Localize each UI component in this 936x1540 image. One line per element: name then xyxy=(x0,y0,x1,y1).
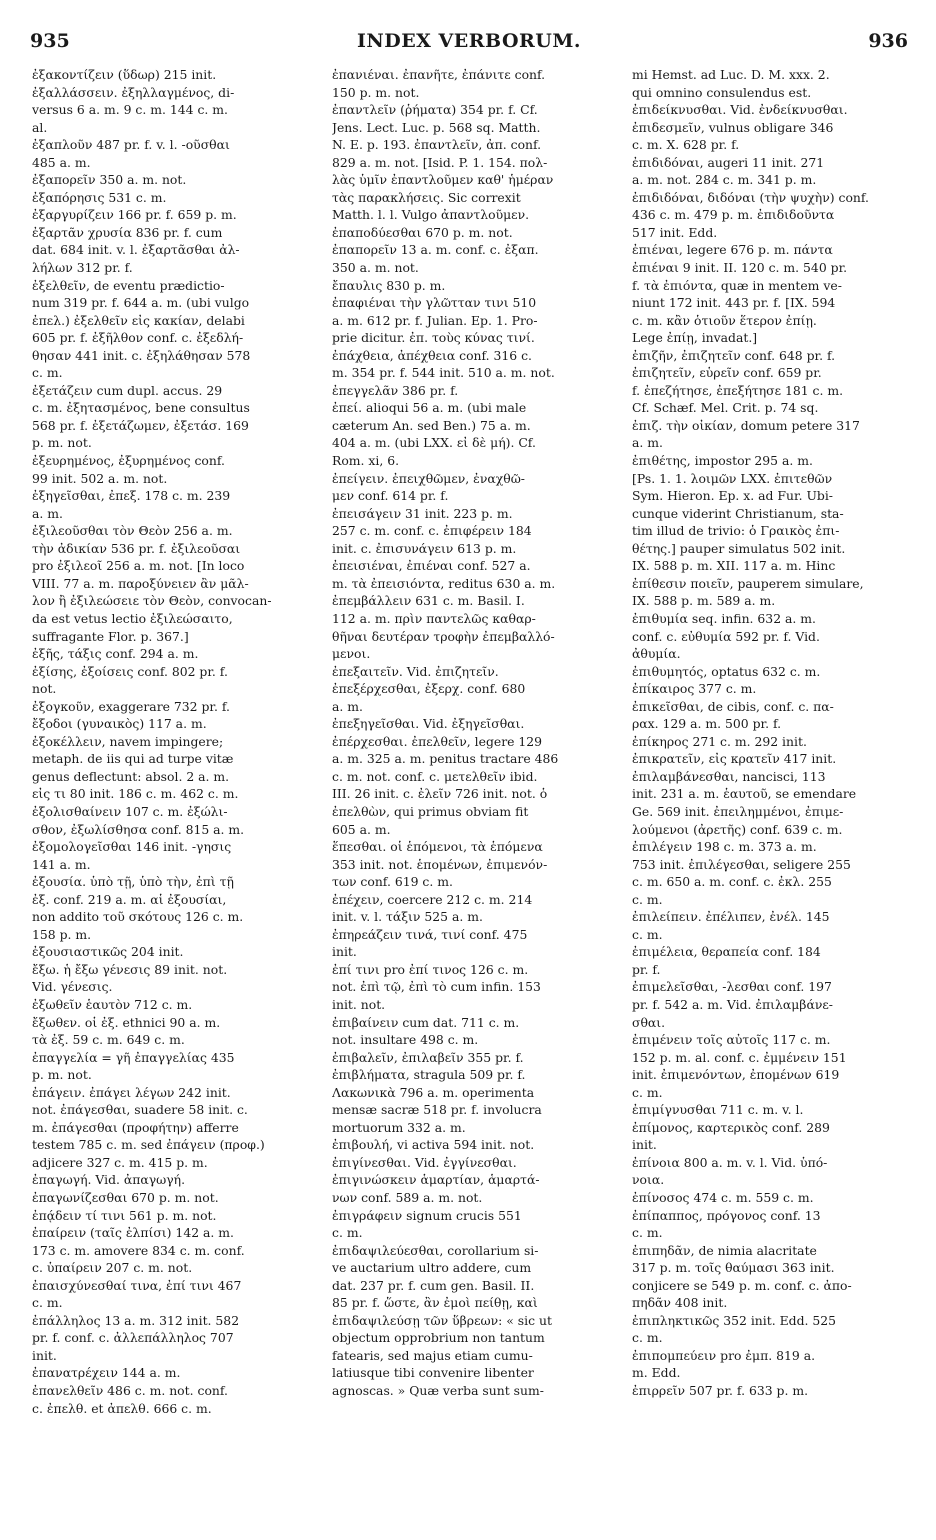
index-entry-line: VIII. 77 a. m. παροξύνειεν ἂν μᾶλ- xyxy=(32,575,249,591)
index-entry-line: pr. f. conf. c. ἀλλεπάλληλος 707 xyxy=(32,1330,234,1346)
index-entry-line: λήλων 312 pr. f. xyxy=(32,260,133,276)
index-entry-line: ἐπελθὼν, qui primus obviam fit xyxy=(332,803,529,819)
index-entry-line: ἐπιπηδᾶν, de nimia alacritate xyxy=(632,1242,817,1258)
index-entry-line: ἐπιρρεῖν 507 pr. f. 633 p. m. xyxy=(632,1383,809,1399)
index-entry-line: ἐξογκοῦν, exaggerare 732 pr. f. xyxy=(32,698,230,714)
index-entry-line: not. xyxy=(32,681,57,697)
index-entry-line: ἐπαποδύεσθαι 670 p. m. not. xyxy=(332,224,513,240)
index-entry-line: 150 p. m. not. xyxy=(332,84,420,100)
index-entry-line: ἐπιβλήματα, stragula 509 pr. f. xyxy=(332,1067,526,1083)
index-entry-line: Jens. Lect. Luc. p. 568 sq. Matth. xyxy=(332,119,541,135)
index-entry-line: 404 a. m. (ubi LXX. εἰ δὲ μή). Cf. xyxy=(332,435,536,451)
index-entry-line: 436 c. m. 479 p. m. ἐπιδιδοῦντα xyxy=(632,207,835,223)
index-entry-line: ἐξαπορεῖν 350 a. m. not. xyxy=(32,172,187,188)
index-entry-line: ἐπιμέλεια, θεραπεία conf. 184 xyxy=(632,944,821,960)
index-entry-line: ἐξακοντίζειν (ὕδωρ) 215 init. xyxy=(32,67,217,82)
index-entry-line: ἐπεί. alioqui 56 a. m. (ubi male xyxy=(332,400,527,416)
index-entry-line: c. m. xyxy=(332,1225,363,1241)
index-entry-line: p. m. not. xyxy=(32,1067,92,1083)
index-entry-line: ἐπανατρέχειν 144 a. m. xyxy=(32,1365,181,1381)
index-entry-line: ἐπαγωνίζεσθαι 670 p. m. not. xyxy=(32,1190,219,1205)
index-entry-line: ἐπίθεσιν ποιεῖν, pauperem simulare, xyxy=(632,575,864,591)
index-entry-line: ἐπαντλεῖν (ῥήματα) 354 pr. f. Cf. xyxy=(332,102,538,118)
index-entry-line: conf. c. εὐθυμία 592 pr. f. Vid. xyxy=(632,628,820,644)
index-entry-line: μεν conf. 614 pr. f. xyxy=(332,488,449,504)
index-entry-line: ἐπιδιδόναι, διδόναι (τὴν ψυχὴν) conf. xyxy=(632,189,869,205)
index-column-3 xyxy=(632,66,908,1516)
index-entry-line: f. τὰ ἐπιόντα, quæ in mentem ve- xyxy=(632,277,842,293)
index-entry-line: versus 6 a. m. 9 c. m. 144 c. m. xyxy=(32,102,228,118)
index-entry-line: c. ἐπελθ. et ἀπελθ. 666 c. m. xyxy=(32,1400,212,1416)
index-entry-line: ἐπίμονος, καρτερικὸς conf. 289 xyxy=(632,1119,830,1135)
index-entry-line: ἐξουσιαστικῶς 204 init. xyxy=(32,944,184,960)
index-entry-line: pr. f. xyxy=(632,961,661,977)
index-entry-line: Vid. γένεσις. xyxy=(32,979,113,995)
index-entry-line: των conf. 619 c. m. xyxy=(332,874,453,890)
index-entry-line: ἐξίσης, ἐξοίσεις conf. 802 pr. f. xyxy=(32,663,228,679)
index-entry-line: τὴν ἀδικίαν 536 pr. f. ἐξιλεοῦσαι xyxy=(32,540,241,556)
index-entry-line: ἐξευρημένος, ἐξυρημένος conf. xyxy=(32,453,225,469)
index-entry-line: cunque viderint Christianum, sta- xyxy=(632,505,844,521)
index-entry-line: c. m. ἐξητασμένος, bene consultus xyxy=(32,400,250,416)
index-entry-line: 112 a. m. πρὶν παντελῶς καθαρ- xyxy=(332,610,536,626)
index-column-2 xyxy=(332,66,608,1516)
index-entry-line: 829 a. m. not. [Isid. P. 1. 154. πολ- xyxy=(332,154,548,170)
index-entry-line: ἐπεξέρχεσθαι, ἐξερχ. conf. 680 xyxy=(332,681,526,697)
index-entry-line: ἐπᾴδειν τί τινι 561 p. m. not. xyxy=(32,1207,217,1223)
index-entry-line: 99 init. 502 a. m. not. xyxy=(32,470,168,486)
index-entry-line: 605 pr. f. ἐξῆλθον conf. c. ἐξεδλή- xyxy=(32,330,244,346)
index-entry-line: 173 c. m. amovere 834 c. m. conf. xyxy=(32,1242,245,1258)
index-entry-line: c. m. xyxy=(632,926,663,942)
index-entry-line: ἐπιλείπειν. ἐπέλιπεν, ἐνέλ. 145 xyxy=(632,909,830,925)
index-entry-line: ἐπιζ. τὴν οἰκίαν, domum petere 317 xyxy=(632,417,860,433)
index-entry-line: ἐπαγγελία = γῆ ἐπαγγελίας 435 xyxy=(32,1049,235,1065)
index-entry-line: ἐπιέναι, legere 676 p. m. πάντα xyxy=(632,242,833,258)
index-entry-line: c. m. xyxy=(632,1330,663,1346)
index-entry-line: dat. 237 pr. f. cum gen. Basil. II. xyxy=(332,1277,535,1293)
index-entry-line: ἐπιθυμητός, optatus 632 c. m. xyxy=(632,663,821,679)
index-entry-line: ἕπεσθαι. οἱ ἑπόμενοι, τὰ ἑπόμενα xyxy=(332,839,543,855)
index-entry-line: θησαν 441 init. c. ἐξηλάθησαν 578 xyxy=(32,347,251,363)
index-entry-line: m. 354 pr. f. 544 init. 510 a. m. not. xyxy=(332,365,555,381)
index-entry-line: ἐπέρχεσθαι. ἐπελθεῖν, legere 129 xyxy=(332,733,543,749)
index-entry-line: ἐπάγειν. ἐπάγει λέγων 242 init. xyxy=(32,1084,231,1100)
index-entry-line: init. c. ἐπισυνάγειν 613 p. m. xyxy=(332,540,517,556)
index-entry-line: ἐπάχθεια, ἀπέχθεια conf. 316 c. xyxy=(332,347,532,363)
index-entry-line: ἐξομολογεῖσθαι 146 init. -γησις xyxy=(32,839,232,855)
index-entry-line: θῆναι δευτέραν τροφὴν ἐπεμβαλλό- xyxy=(332,628,555,644)
index-entry-line: al. xyxy=(32,119,48,135)
index-entry-line: ἐπικρατεῖν, εἰς κρατεῖν 417 init. xyxy=(632,751,837,767)
index-entry-line: III. 26 init. c. ἐλεῖν 726 init. not. ὁ xyxy=(332,786,548,802)
index-entry-line: ἐξιλεοῦσθαι τὸν Θεὸν 256 a. m. xyxy=(32,523,233,539)
index-entry-line: 85 pr. f. ὥστε, ἂν ἐμοὶ πείθῃ, καὶ xyxy=(332,1295,538,1311)
index-entry-line: ἐξαπλοῦν 487 pr. f. v. l. -οῦσθαι xyxy=(32,137,230,153)
index-column-1 xyxy=(32,66,308,1516)
index-entry-line: objectum opprobrium non tantum xyxy=(332,1330,545,1346)
index-entry-line: init. ἐπιμενόντων, ἐπομένων 619 xyxy=(632,1067,840,1083)
index-entry-line: tim illud de trivio: ὁ Γραικὸς ἐπι- xyxy=(632,523,840,539)
index-entry-line: Sym. Hieron. Ep. x. ad Fur. Ubi- xyxy=(632,488,833,504)
index-entry-line: ἐπείγειν. ἐπειχθῶμεν, ἐναχθῶ- xyxy=(332,470,525,486)
index-entry-line: σθαι. xyxy=(632,1014,666,1030)
index-entry-line: ἐπιμίγνυσθαι 711 c. m. v. l. xyxy=(632,1102,804,1118)
index-entry-line: ἐπιζῆν, ἐπιζητεῖν conf. 648 pr. f. xyxy=(632,347,836,363)
index-entry-line: f. ἐπεζήτησε, ἐπεξήτησε 181 c. m. xyxy=(632,382,844,398)
index-entry-line: ἐπανιέναι. ἐπανῆτε, ἐπάνιτε conf. xyxy=(332,67,546,82)
index-entry-line: metaph. de iis qui ad turpe vitæ xyxy=(32,751,234,767)
index-entry-line: ἐπιβαίνειν cum dat. 711 c. m. xyxy=(332,1014,520,1030)
index-entry-line: Cf. Schæf. Mel. Crit. p. 74 sq. xyxy=(632,400,819,416)
index-entry-line: not. ἐπάγεσθαι, suadere 58 init. c. xyxy=(32,1102,248,1118)
running-title: INDEX VERBORUM. xyxy=(356,30,582,52)
index-entry-line: ἐπί τινι pro ἐπί τινος 126 c. m. xyxy=(332,961,529,977)
index-entry-line: νοια. xyxy=(632,1172,665,1188)
index-entry-line: ἔξοδοι (γυναικὸς) 117 a. m. xyxy=(32,716,207,732)
index-entry-line: πηδᾶν 408 init. xyxy=(632,1295,728,1311)
index-entry-line: ἐπιβουλή, vi activa 594 init. not. xyxy=(332,1137,535,1153)
index-entry-line: c. m. xyxy=(632,1225,663,1241)
index-entry-line: ἐπεξαιτεῖν. Vid. ἐπιζητεῖν. xyxy=(332,663,499,679)
index-entry-line: ἐπίνοσος 474 c. m. 559 c. m. xyxy=(632,1190,814,1205)
index-entry-line: init. xyxy=(632,1137,657,1153)
index-entry-line: ἐπιπομπεύειν pro ἐμπ. 819 a. xyxy=(632,1347,816,1363)
index-entry-line: fatearis, sed majus etiam cumu- xyxy=(332,1347,533,1363)
index-entry-line: ἐπιγινώσκειν ἁμαρτίαν, ἁμαρτά- xyxy=(332,1172,540,1188)
index-entry-line: 152 p. m. al. conf. c. ἐμμένειν 151 xyxy=(632,1049,847,1065)
index-entry-line: σθον, ἐξωλίσθησα conf. 815 a. m. xyxy=(32,821,245,837)
index-entry-line: m. τὰ ἐπεισιόντα, reditus 630 a. m. xyxy=(332,575,556,591)
index-entry-line: a. m. not. 284 c. m. 341 p. m. xyxy=(632,172,817,188)
index-entry-line: c. m. xyxy=(632,1084,663,1100)
index-entry-line: ἐξαλλάσσειν. ἐξηλλαγμένος, di- xyxy=(32,84,235,100)
index-entry-line: latiusque tibi convenire libenter xyxy=(332,1365,534,1381)
index-entry-line: a. m. xyxy=(332,698,363,714)
index-entry-line: ἐξετάζειν cum dupl. accus. 29 xyxy=(32,382,223,398)
index-entry-line: init. 231 a. m. ἑαυτοῦ, se emendare xyxy=(632,786,857,802)
index-entry-line: pro ἐξιλεοῖ 256 a. m. not. [In loco xyxy=(32,558,245,574)
index-entry-line: qui omnino consulendus est. xyxy=(632,84,812,100)
index-entry-line: mortuorum 332 a. m. xyxy=(332,1119,466,1135)
index-entry-line: mensæ sacræ 518 pr. f. involucra xyxy=(332,1102,542,1118)
index-entry-line: ἐπιέναι 9 init. II. 120 c. m. 540 pr. xyxy=(632,260,848,276)
index-entry-line: 568 pr. f. ἐξετάζωμεν, ἐξετάσ. 169 xyxy=(32,417,249,433)
page-number-left: 935 xyxy=(30,30,70,52)
index-entry-line: ἔπαυλις 830 p. m. xyxy=(332,277,446,293)
index-entry-line: m. Edd. xyxy=(632,1365,681,1381)
index-entry-line: c. m. not. conf. c. μετελθεῖν ibid. xyxy=(332,768,538,784)
index-entry-line: prie dicitur. ἐπ. τοὺς κύνας τινί. xyxy=(332,330,535,346)
index-entry-line: ραx. 129 a. m. 500 pr. f. xyxy=(632,716,782,732)
index-entry-line: 317 p. m. τοῖς θαύμασι 363 init. xyxy=(632,1260,835,1276)
index-entry-line: init. v. l. τάξιν 525 a. m. xyxy=(332,909,483,925)
index-entry-line: ἐπεμβάλλειν 631 c. m. Basil. I. xyxy=(332,593,525,609)
index-entry-line: ἀθυμία. xyxy=(632,646,681,662)
index-entry-line: ἐπηρεάζειν τινά, τινί conf. 475 xyxy=(332,926,528,942)
index-entry-line: ἐπαισχύνεσθαί τινα, ἐπί τινι 467 xyxy=(32,1277,242,1293)
index-entry-line: ἐπαπορεῖν 13 a. m. conf. c. ἐξαπ. xyxy=(332,242,539,258)
index-entry-line: c. m. X. 628 pr. f. xyxy=(632,137,740,153)
index-entry-line: not. insultare 498 c. m. xyxy=(332,1032,479,1048)
index-entry-line: ἐξηγεῖσθαι, ἐπεξ. 178 c. m. 239 xyxy=(32,488,231,504)
index-entry-line: 257 c. m. conf. c. ἐπιφέρειν 184 xyxy=(332,523,532,539)
index-entry-line: dat. 684 init. v. l. ἐξαρτᾶσθαι ἀλ- xyxy=(32,242,240,258)
index-entry-line: ἔξωθεν. οἱ ἐξ. ethnici 90 a. m. xyxy=(32,1014,221,1030)
index-entry-line: cæterum An. sed Ben.) 75 a. m. xyxy=(332,417,531,433)
index-entry-line: adjicere 327 c. m. 415 p. m. xyxy=(32,1154,208,1170)
index-entry-line: ἐπελ.) ἐξελθεῖν εἰς κακίαν, delabi xyxy=(32,312,245,328)
index-entry-line: c. m. 650 a. m. conf. c. ἐκλ. 255 xyxy=(632,874,832,890)
index-entry-line: ἐπιθυμία seq. infin. 632 a. m. xyxy=(632,610,816,626)
index-entry-line: ἐπιπληκτικῶς 352 init. Edd. 525 xyxy=(632,1312,837,1328)
index-entry-line: 353 init. not. ἑπομένων, ἐπιμενόν- xyxy=(332,856,548,872)
index-entry-line: ἔξω. ἡ ἔξω γένεσις 89 init. not. xyxy=(32,961,228,977)
index-entry-line: Matth. l. l. Vulgo ἀπαντλοῦμεν. xyxy=(332,207,530,223)
index-entry-line: ἐπέχειν, coercere 212 c. m. 214 xyxy=(332,891,533,907)
index-entry-line: νων conf. 589 a. m. not. xyxy=(332,1190,483,1205)
index-entry-line: 158 p. m. xyxy=(32,926,92,942)
index-entry-line: num 319 pr. f. 644 a. m. (ubi vulgo xyxy=(32,295,250,311)
index-entry-line: ἐπαφιέναι τὴν γλῶτταν τινι 510 xyxy=(332,295,537,311)
index-entry-line: ἐξουσία. ὑπὸ τῇ, ὑπὸ τὴν, ἐπὶ τῇ xyxy=(32,874,234,890)
index-entry-line: [Ps. 1. 1. λοιμῶν LXX. ἐπιτεθῶν xyxy=(632,470,833,486)
index-entry-line: genus deflectunt: absol. 2 a. m. xyxy=(32,768,230,784)
index-entry-line: ἐπιλέγειν 198 c. m. 373 a. m. xyxy=(632,839,817,855)
index-entry-line: m. ἐπάγεσθαι (προφήτην) afferre xyxy=(32,1119,239,1135)
index-entry-line: ἐπαγωγή. Vid. ἀπαγωγή. xyxy=(32,1172,186,1188)
index-entry-line: ἐξολισθαίνειν 107 c. m. ἐξώλι- xyxy=(32,803,228,819)
index-entry-line: ἐπιδαψιλεύεσθαι, corollarium si- xyxy=(332,1242,539,1258)
page-number-right: 936 xyxy=(868,30,908,52)
index-entry-line: c. ὑπαίρειν 207 c. m. not. xyxy=(32,1260,193,1276)
index-entry-line: c. m. xyxy=(32,1295,63,1311)
index-entry-line: agnoscas. » Quæ verba sunt sum- xyxy=(332,1383,544,1399)
index-entry-line: c. m. xyxy=(32,365,63,381)
index-entry-line: ἐξαργυρίζειν 166 pr. f. 659 p. m. xyxy=(32,207,237,223)
index-entry-line: ἐξ. conf. 219 a. m. αἱ ἐξουσίαι, xyxy=(32,891,227,907)
index-entry-line: not. ἐπὶ τῷ, ἐπὶ τὸ cum infin. 153 xyxy=(332,979,541,995)
index-entry-line: a. m. xyxy=(32,505,63,521)
index-entry-line: testem 785 c. m. sed ἐπάγειν (προφ.) xyxy=(32,1137,265,1153)
index-entry-line: λον ἢ ἐξιλεώσειε τὸν Θεὸν, convocan- xyxy=(32,593,272,609)
index-entry-line: ἐπιβαλεῖν, ἐπιλαβεῖν 355 pr. f. xyxy=(332,1049,524,1065)
index-entry-line: ἐπιζητεῖν, εὑρεῖν conf. 659 pr. xyxy=(632,365,822,381)
index-entry-line: ἐπίκαιρος 377 c. m. xyxy=(632,681,757,697)
index-entry-line: 753 init. ἐπιλέγεσθαι, seligere 255 xyxy=(632,856,851,872)
index-entry-line: ἐπιμελεῖσθαι, -λεσθαι conf. 197 xyxy=(632,979,832,995)
index-entry-line: suffragante Flor. p. 367.] xyxy=(32,628,189,644)
index-entry-line: ἐξοκέλλειν, navem impingere; xyxy=(32,733,224,749)
index-entry-line: τὰς παρακλήσεις. Sic correxit xyxy=(332,189,521,205)
index-entry-line: Lege ἐπίῃ, invadat.] xyxy=(632,330,758,346)
index-entry-line: ἐπιδείκνυσθαι. Vid. ἐνδείκνυσθαι. xyxy=(632,102,848,118)
index-entry-line: pr. f. 542 a. m. Vid. ἐπιλαμβάνε- xyxy=(632,996,833,1012)
index-entry-line: ἐπιγίνεσθαι. Vid. ἐγγίνεσθαι. xyxy=(332,1154,517,1170)
index-entry-line: conjicere se 549 p. m. conf. c. ἀπο- xyxy=(632,1277,852,1293)
index-entry-line: niunt 172 init. 443 pr. f. [IX. 594 xyxy=(632,295,836,311)
index-entry-line: ἐπιγράφειν signum crucis 551 xyxy=(332,1207,522,1223)
index-entry-line: ἐπιμένειν τοῖς αὐτοῖς 117 c. m. xyxy=(632,1032,831,1048)
index-entry-line: ἐξῆς, τάξις conf. 294 a. m. xyxy=(32,646,199,662)
index-entry-line: ἐπιδεσμεῖν, vulnus obligare 346 xyxy=(632,119,834,135)
index-entry-line: a. m. xyxy=(632,435,663,451)
index-entry-line: ἐπίκηρος 271 c. m. 292 init. xyxy=(632,733,807,749)
index-entry-line: Ge. 569 init. ἐπειλημμένοι, ἐπιμε- xyxy=(632,803,844,819)
index-columns xyxy=(32,66,908,1516)
index-entry-line: c. m. xyxy=(632,891,663,907)
index-entry-line: ἐξελθεῖν, de eventu prædictio- xyxy=(32,277,225,293)
index-entry-line: λούμενοι (ἀρετῆς) conf. 639 c. m. xyxy=(632,821,843,837)
index-entry-line: 517 init. Edd. xyxy=(632,224,718,240)
index-entry-line: ἐπιδαψιλεύσῃ τῶν ὕβρεων: « sic ut xyxy=(332,1312,552,1328)
index-entry-line: ἐπιλαμβάνεσθαι, nancisci, 113 xyxy=(632,768,826,784)
index-entry-line: 605 a. m. xyxy=(332,821,391,837)
index-entry-line: ἐπιδιδόναι, augeri 11 init. 271 xyxy=(632,154,825,170)
index-entry-line: ve auctarium ultro addere, cum xyxy=(332,1260,532,1276)
index-entry-line: Λακωνικὰ 796 a. m. operimenta xyxy=(332,1084,535,1100)
index-entry-line: ἐπιθέτης, impostor 295 a. m. xyxy=(632,453,813,469)
index-entry-line: a. m. 325 a. m. penitus tractare 486 xyxy=(332,751,559,767)
index-entry-line: ἐπεξηγεῖσθαι. Vid. ἐξηγεῖσθαι. xyxy=(332,716,525,732)
index-entry-line: init. not. xyxy=(332,996,386,1012)
index-entry-line: 485 a. m. xyxy=(32,154,91,170)
index-entry-line: ἐξαρτᾶν χρυσία 836 pr. f. cum xyxy=(32,224,223,240)
index-entry-line: ἐπαίρειν (ταῖς ἐλπίσι) 142 a. m. xyxy=(32,1225,234,1241)
index-entry-line: ἐξαπόρησις 531 c. m. xyxy=(32,189,167,205)
index-entry-line: θέτης.] pauper simulatus 502 init. xyxy=(632,540,846,556)
index-entry-line: da est vetus lectio ἐξιλεώσαιτο, xyxy=(32,610,233,626)
index-entry-line: a. m. 612 pr. f. Julian. Ep. 1. Pro- xyxy=(332,312,538,328)
index-entry-line: N. E. p. 193. ἐπαντλεῖν, ἀπ. conf. xyxy=(332,137,542,153)
index-entry-line: ἐπεισάγειν 31 init. 223 p. m. xyxy=(332,505,513,521)
index-entry-line: init. xyxy=(32,1347,57,1363)
index-entry-line: Rom. xi, 6. xyxy=(332,453,400,469)
index-entry-line: τὰ ἐξ. 59 c. m. 649 c. m. xyxy=(32,1032,185,1048)
index-entry-line: λὰς ὑμῖν ἐπαντλοῦμεν καθ' ἡμέραν xyxy=(332,172,554,188)
index-entry-line: c. m. κἂν ὁτιοῦν ἕτερον ἐπίῃ. xyxy=(632,312,817,328)
index-entry-line: ἐπίπαππος, πρόγονος conf. 13 xyxy=(632,1207,821,1223)
index-entry-line: μενοι. xyxy=(332,646,371,662)
index-entry-line: 350 a. m. not. xyxy=(332,260,419,276)
index-entry-line: ἐξωθεῖν ἑαυτὸν 712 c. m. xyxy=(32,996,193,1012)
index-entry-line: εἰς τι 80 init. 186 c. m. 462 c. m. xyxy=(32,786,239,802)
index-entry-line: mi Hemst. ad Luc. D. M. xxx. 2. xyxy=(632,67,830,82)
index-entry-line: ἐπεισιέναι, ἐπιέναι conf. 527 a. xyxy=(332,558,531,574)
index-entry-line: ἐπεγγελᾶν 386 pr. f. xyxy=(332,382,459,398)
index-entry-line: init. xyxy=(332,944,357,960)
index-entry-line: ἐπάλληλος 13 a. m. 312 init. 582 xyxy=(32,1312,240,1328)
index-entry-line: IX. 588 p. m. 589 a. m. xyxy=(632,593,776,609)
index-entry-line: non addito τοῦ σκότους 126 c. m. xyxy=(32,909,244,925)
index-entry-line: p. m. not. xyxy=(32,435,92,451)
index-entry-line: IX. 588 p. m. XII. 117 a. m. Hinc xyxy=(632,558,836,574)
index-entry-line: ἐπίνοια 800 a. m. v. l. Vid. ὑπό- xyxy=(632,1154,828,1170)
running-header xyxy=(30,30,908,60)
index-entry-line: ἐπανελθεῖν 486 c. m. not. conf. xyxy=(32,1383,228,1399)
index-entry-line: ἐπικεῖσθαι, de cibis, conf. c. πα- xyxy=(632,698,834,714)
index-entry-line: 141 a. m. xyxy=(32,856,91,872)
